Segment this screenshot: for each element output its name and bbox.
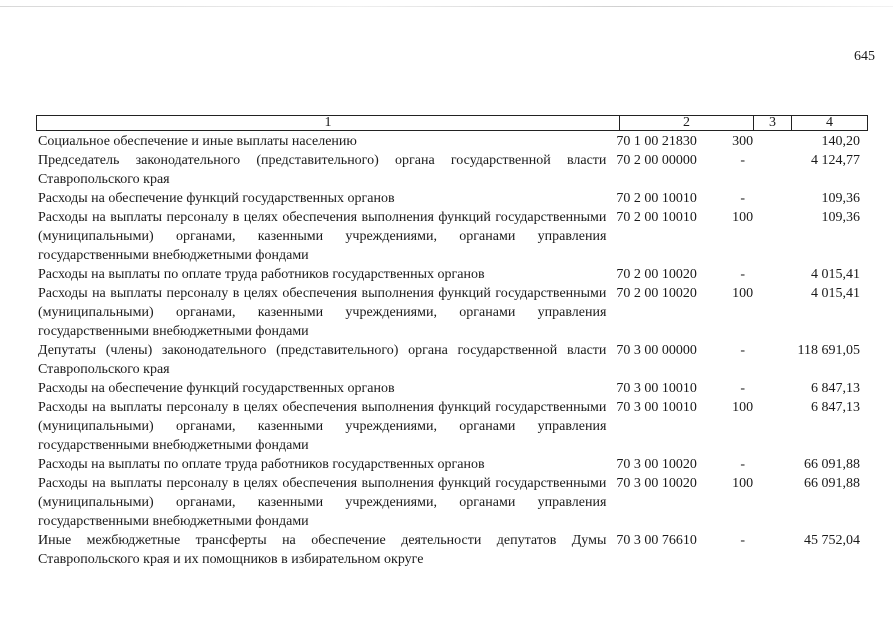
header-col-2: 2 xyxy=(620,116,754,130)
row-code: 70 2 00 10010 xyxy=(616,191,697,206)
row-name: Расходы на выплаты по оплате труда работников государственных органов xyxy=(38,457,485,472)
row-type: 300 xyxy=(732,134,754,149)
row-sum: 45 752,04 xyxy=(804,533,860,548)
row-sum: 4 124,77 xyxy=(811,153,860,168)
row-type: - xyxy=(740,381,745,396)
table-row xyxy=(38,208,868,265)
row-type: - xyxy=(740,153,745,168)
row-sum: 66 091,88 xyxy=(804,476,860,491)
table-row xyxy=(38,379,868,398)
row-sum: 6 847,13 xyxy=(811,400,860,415)
row-type: - xyxy=(740,457,745,472)
row-name: Расходы на обеспечение функций государственных органов xyxy=(38,191,395,206)
row-type: - xyxy=(740,343,745,358)
row-code: 70 2 00 10010 xyxy=(616,210,697,225)
row-type: - xyxy=(740,533,745,548)
header-col-1: 1 xyxy=(37,116,620,130)
row-code: 70 3 00 00000 xyxy=(616,343,697,358)
row-code: 70 1 00 21830 xyxy=(616,134,697,149)
row-name: Социальное обеспечение и иные выплаты населению xyxy=(38,134,357,149)
row-sum: 118 691,05 xyxy=(797,343,860,358)
table-row xyxy=(38,132,868,151)
table-row xyxy=(38,151,868,189)
row-code: 70 2 00 00000 xyxy=(616,153,697,168)
row-sum: 4 015,41 xyxy=(811,286,860,301)
row-type: 100 xyxy=(732,476,754,491)
row-name: Расходы на выплаты персоналу в целях обеспечения выполнения функций государственными (муниципальными) органами, казенными учреждениями, органами управления государственными внебюджетными фондами xyxy=(38,286,607,339)
row-code: 70 3 00 10010 xyxy=(616,381,697,396)
table-row xyxy=(38,455,868,474)
header-col-4: 4 xyxy=(826,115,833,130)
row-sum: 66 091,88 xyxy=(804,457,860,472)
table-row xyxy=(38,398,868,455)
table-row xyxy=(38,341,868,379)
row-sum: 4 015,41 xyxy=(811,267,860,282)
row-name: Расходы на выплаты персоналу в целях обеспечения выполнения функций государственными (муниципальными) органами, казенными учреждениями, органами управления государственными внебюджетными фондами xyxy=(38,400,607,453)
row-name: Расходы на выплаты персоналу в целях обеспечения выполнения функций государственными (муниципальными) органами, казенными учреждениями, органами управления государственными внебюджетными фондами xyxy=(38,210,607,263)
page-number: 645 xyxy=(854,49,875,64)
row-name: Расходы на обеспечение функций государственных органов xyxy=(38,381,395,396)
table-row xyxy=(38,531,868,569)
table-row xyxy=(38,265,868,284)
table-header xyxy=(36,115,868,131)
row-sum: 6 847,13 xyxy=(811,381,860,396)
row-code: 70 3 00 10020 xyxy=(616,476,697,491)
row-sum: 109,36 xyxy=(821,210,860,225)
budget-table-body xyxy=(38,132,868,569)
row-name: Депутаты (члены) законодательного (представительного) органа государственной власти Ставропольского края xyxy=(38,343,607,377)
header-col-3: 3 xyxy=(754,116,792,130)
row-sum: 140,20 xyxy=(821,134,860,149)
table-row xyxy=(38,474,868,531)
row-name: Иные межбюджетные трансферты на обеспечение деятельности депутатов Думы Ставропольского края и их помощников в избирательном округе xyxy=(38,533,607,567)
row-name: Председатель законодательного (представительного) органа государственной власти Ставропольского края xyxy=(38,153,607,187)
row-code: 70 2 00 10020 xyxy=(616,286,697,301)
row-sum: 109,36 xyxy=(821,191,860,206)
row-name: Расходы на выплаты по оплате труда работников государственных органов xyxy=(38,267,485,282)
row-type: - xyxy=(740,191,745,206)
row-code: 70 3 00 76610 xyxy=(616,533,697,548)
row-type: 100 xyxy=(732,400,754,415)
table-row xyxy=(38,284,868,341)
row-code: 70 3 00 10010 xyxy=(616,400,697,415)
row-type: - xyxy=(740,267,745,282)
row-name: Расходы на выплаты персоналу в целях обеспечения выполнения функций государственными (муниципальными) органами, казенными учреждениями, органами управления государственными внебюджетными фондами xyxy=(38,476,607,529)
table-row xyxy=(38,189,868,208)
row-code: 70 2 00 10020 xyxy=(616,267,697,282)
row-type: 100 xyxy=(732,286,754,301)
row-code: 70 3 00 10020 xyxy=(616,457,697,472)
row-type: 100 xyxy=(732,210,754,225)
scan-edge-line xyxy=(0,6,893,7)
